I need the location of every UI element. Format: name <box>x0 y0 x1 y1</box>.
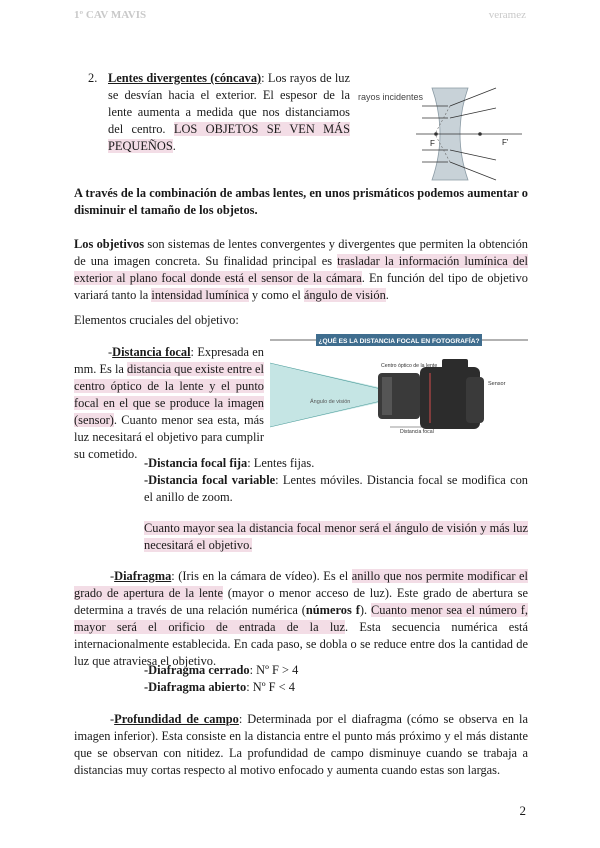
focal-fija-term: -Distancia focal fija <box>144 456 248 470</box>
diafragma-highlight-1: anillo que nos permite modificar el grado de apertura de la lente <box>74 569 528 600</box>
diafragma-cerrado-text: : Nº F > 4 <box>249 663 299 677</box>
divergent-lens-highlight: LOS OBJETOS SE VEN MÁS PEQUEÑOS <box>108 122 350 153</box>
rays-label: rayos incidentes <box>358 92 424 102</box>
diafragma-text-4: . Esta secuencia numérica está internacionalmente establecida. En cada paso, se dobla o se reduce entre dos la cantidad de luz que atraviesa el objetivo. <box>74 620 528 668</box>
list-number: 2. <box>88 71 98 85</box>
page-header <box>74 7 526 23</box>
objetivos-text-4: . <box>385 288 389 302</box>
focal-label-f: F <box>430 139 435 148</box>
focal-variable-text: : Lentes móviles. Distancia focal se modifica con el anillo de zoom. <box>144 473 528 504</box>
distancia-focal-text-1: : Expresada en mm. Es la <box>74 345 264 376</box>
diafragma-text-2: (mayor o menor acceso de luz). Este grado de abertura se determina a través de una relación numérica ( <box>74 586 529 617</box>
focal-distance-label: Distancia focal <box>400 429 434 435</box>
diafragma-cerrado-line <box>144 662 528 679</box>
profundidad-dash: - <box>110 712 115 726</box>
divergent-lens-desc: : Los rayos de luz se desvían hacia el exterior. El espesor de la lente aumenta a medida que nos distanciamos del centro. <box>108 71 350 136</box>
divergent-lens-text <box>108 70 350 155</box>
view-angle-cone <box>270 363 378 427</box>
objetivos-text-1: son sistemas de lentes convergentes y divergentes que permiten la obtención de una imagen concreta. Su finalidad principal es <box>74 237 528 268</box>
focal-variable-term: -Distancia focal variable <box>144 473 276 487</box>
objetivos-term: Los objetivos <box>74 237 145 251</box>
diafragma-abierto-line <box>144 679 528 696</box>
objetivos-text-2: . En función del tipo de objetivo variará tanto la <box>74 271 528 302</box>
diafragma-paragraph <box>74 568 528 670</box>
distancia-focal-dash: - <box>108 345 113 359</box>
camera-grip <box>466 377 484 423</box>
diafragma-text-1: : (Iris en la cámara de vídeo). Es el <box>171 569 352 583</box>
optical-center-label: Centro óptico de la lente <box>381 363 438 369</box>
diafragma-cerrado-term: -Diafragma cerrado <box>144 663 250 677</box>
page-number: 2 <box>519 803 526 818</box>
distancia-focal-highlight: distancia que existe entre el centro óptico de la lente y el punto focal en el que se produce la imagen (sensor) <box>74 362 264 427</box>
focal-distance-diagram <box>270 333 528 435</box>
profundidad-text: : Determinada por el diafragma (cómo se observa en la imagen inferior). Esta consiste en la distancia entre el punto más próximo y el más distante que se observan con nitidez. La profundidad de campo disminuye cuando se trabaja a distancias muy cortas respecto al motivo enfocado y aumenta cuando estas son largas. <box>74 712 528 777</box>
focal-point-f2 <box>478 132 482 136</box>
diafragma-abierto-text: : Nº F < 4 <box>246 680 295 694</box>
elementos-intro: Elementos cruciales del objetivo: <box>74 313 239 327</box>
profundidad-paragraph <box>74 711 528 779</box>
diafragma-bold-numeros: números f <box>305 603 360 617</box>
focal-note <box>144 520 528 554</box>
focal-fija-line <box>144 455 528 472</box>
focal-label-f2: F' <box>502 138 509 147</box>
diafragma-text-3: ). <box>359 603 372 617</box>
diafragma-term: Diafragma <box>114 569 172 583</box>
objetivos-text-3: y como el <box>248 288 304 302</box>
camera-prism <box>442 359 468 371</box>
angle-label: Ángulo de visión <box>310 399 351 405</box>
divergent-lens-title: Lentes divergentes (cóncava) <box>108 71 262 85</box>
diafragma-abierto-term: -Diafragma abierto <box>144 680 247 694</box>
diafragma-dash: - <box>110 569 115 583</box>
distancia-focal-term: Distancia focal <box>112 345 191 359</box>
distancia-focal-text-2: . Cuanto menor sea esta, más luz necesitará el objetivo para cumplir su cometido. <box>74 413 264 461</box>
focal-note-highlight: Cuanto mayor sea la distancia focal menor será el ángulo de visión y más luz necesitará el objetivo. <box>144 521 528 552</box>
distancia-focal-paragraph <box>74 344 264 463</box>
objetivos-paragraph <box>74 236 528 304</box>
lens-ring <box>382 377 392 415</box>
objetivos-highlight-1: trasladar la información lumínica del exterior al plano focal donde está el sensor de la cámara <box>74 254 528 285</box>
banner-title: ¿QUÉ ES LA DISTANCIA FOCAL EN FOTOGRAFÍA? <box>318 338 480 345</box>
objetivos-highlight-3: ángulo de visión <box>303 288 386 302</box>
focal-variable-line <box>144 472 528 506</box>
objetivos-highlight-2: intensidad lumínica <box>151 288 249 302</box>
profundidad-term: Profundidad de campo <box>114 712 239 726</box>
focal-fija-text: : Lentes fijas. <box>247 456 315 470</box>
divergent-lens-diagram <box>356 80 524 188</box>
header-author: veramez <box>488 9 526 21</box>
focal-point-f <box>434 132 438 136</box>
combination-statement: A través de la combinación de ambas lentes, en unos prismáticos podemos aumentar o disminuir el tamaño de los objetos. <box>74 186 528 217</box>
header-course: 1º CAV MAVIS <box>74 9 147 21</box>
divergent-lens-end: . <box>172 139 176 153</box>
sensor-label: Sensor <box>488 381 506 387</box>
diafragma-highlight-2: Cuanto menor sea el número f, mayor será el orificio de entrada de la luz <box>74 603 528 634</box>
